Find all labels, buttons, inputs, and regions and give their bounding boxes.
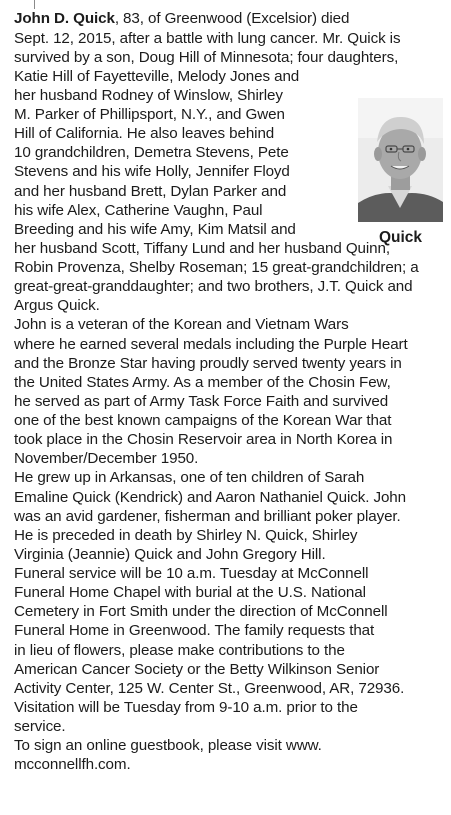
obituary-line-6: M. Parker of Phillipsport, N.Y., and Gwen: [14, 106, 285, 123]
obituary-line-15: great-great-granddaughter; and two brothers, J.T. Quick and: [14, 278, 413, 295]
obituary-line-34: in lieu of flowers, please make contributions to the: [14, 642, 345, 659]
obituary-line-17: John is a veteran of the Korean and Vietnam Wars: [14, 316, 349, 333]
obituary-line-41: [14, 775, 444, 793]
obituary-line-19: and the Bronze Star having proudly served twenty years in: [14, 355, 402, 372]
obituary-line-38: service.: [14, 718, 66, 735]
obituary-line-10: and her husband Brett, Dylan Parker and: [14, 183, 287, 200]
obituary-line-35: American Cancer Society or the Betty Wilkinson Senior: [14, 661, 380, 678]
obituary-line-9: Stevens and his wife Holly, Jennifer Floyd: [14, 163, 290, 180]
obituary-line-40: mcconnellfh.com.: [14, 756, 131, 773]
obituary-line-25: He grew up in Arkansas, one of ten children of Sarah: [14, 469, 365, 486]
obituary-line-14: Robin Provenza, Shelby Roseman; 15 great-grandchildren; a: [14, 259, 419, 276]
obituary-line-39: To sign an online guestbook, please visit www.: [14, 737, 322, 754]
obituary-line-3: survived by a son, Doug Hill of Minnesota; four daughters,: [14, 49, 399, 66]
obituary-line-29: Virginia (Jeannie) Quick and John Gregory Hill.: [14, 546, 326, 563]
obituary-line-18: where he earned several medals including the Purple Heart: [14, 336, 408, 353]
obituary-line-23: took place in the Chosin Reservoir area in North Korea in: [14, 431, 393, 448]
obituary-line-8: 10 grandchildren, Demetra Stevens, Pete: [14, 144, 289, 161]
obituary-line-5: her husband Rodney of Winslow, Shirley: [14, 87, 283, 104]
portrait-photo: [358, 98, 443, 222]
obituary-line-24: November/December 1950.: [14, 450, 199, 467]
obituary-line-27: was an avid gardener, fisherman and brilliant poker player.: [14, 508, 401, 525]
deceased-name: John D. Quick: [14, 10, 115, 27]
obituary-line-13: her husband Scott, Tiffany Lund and her husband Quinn,: [14, 240, 390, 257]
obituary-line-32: Cemetery in Fort Smith under the direction of McConnell: [14, 603, 388, 620]
obituary-line-16: Argus Quick.: [14, 297, 100, 314]
obituary-line-7: Hill of California. He also leaves behind: [14, 125, 275, 142]
obituary-line-26: Emaline Quick (Kendrick) and Aaron Nathaniel Quick. John: [14, 489, 407, 506]
obituary-line-1-text: , 83, of Greenwood (Excelsior) died: [114, 10, 350, 27]
obituary-line-37: Visitation will be Tuesday from 9-10 a.m. prior to the: [14, 699, 358, 716]
obituary-line-36: Activity Center, 125 W. Center St., Greenwood, AR, 72936.: [14, 680, 405, 697]
photo-caption: Quick: [378, 229, 423, 246]
obituary-line-21: he served as part of Army Task Force Faith and survived: [14, 393, 389, 410]
obituary-line-20: the United States Army. As a member of the Chosin Few,: [14, 374, 391, 391]
obituary-line-33: Funeral Home in Greenwood. The family requests that: [14, 622, 375, 639]
obituary-line-30: Funeral service will be 10 a.m. Tuesday at McConnell: [14, 565, 369, 582]
obituary-line-28: He is preceded in death by Shirley N. Quick, Shirley: [14, 527, 358, 544]
column-rule: [34, 0, 35, 9]
portrait-illustration: [358, 98, 443, 222]
obituary-line-4: Katie Hill of Fayetteville, Melody Jones and: [14, 68, 300, 85]
obituary-line-2: Sept. 12, 2015, after a battle with lung cancer. Mr. Quick is: [14, 30, 401, 47]
obituary-line-1: [14, 10, 350, 28]
obituary-line-22: one of the best known campaigns of the Korean War that: [14, 412, 392, 429]
obituary-line-12: Breeding and his wife Amy, Kim Matsil and: [14, 221, 296, 238]
obituary-line-31: Funeral Home Chapel with burial at the U.S. National: [14, 584, 366, 601]
obituary-line-11: his wife Alex, Catherine Vaughn, Paul: [14, 202, 263, 219]
